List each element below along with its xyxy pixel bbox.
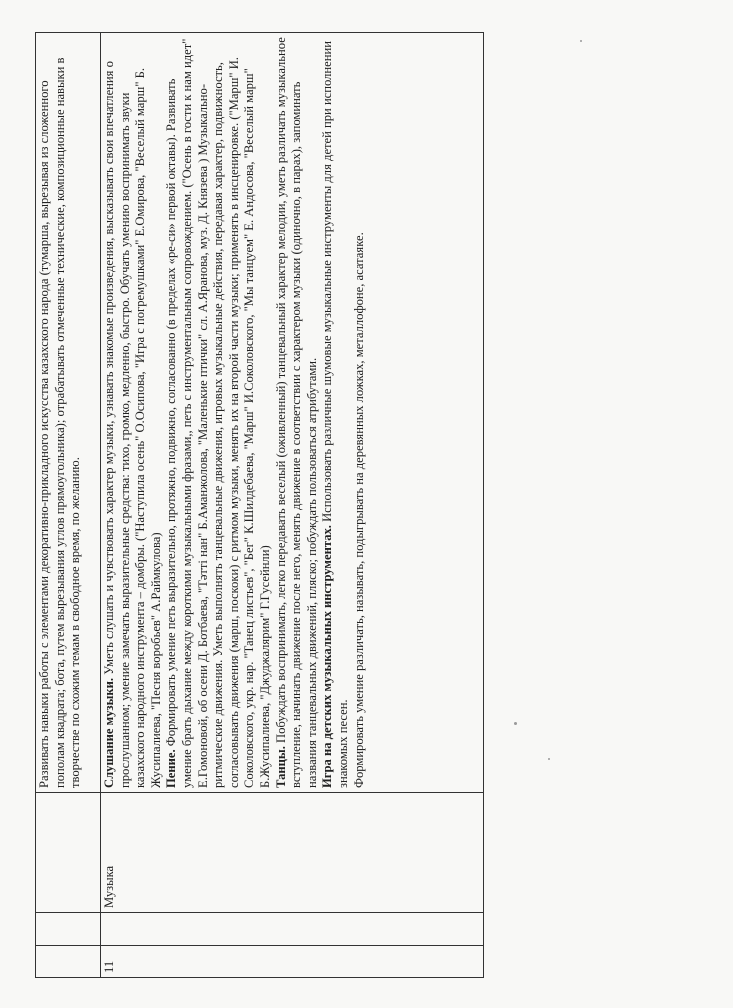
instruments-text: Использовать различные шумовые музыкальные инструменты для детей при исполнении знакомых песен.: [320, 41, 350, 788]
row-number-cell: 11: [101, 946, 484, 978]
scan-speck: [580, 40, 582, 42]
content-cell: [101, 33, 484, 793]
listening-heading: Слушание музыки.: [102, 677, 116, 788]
curriculum-table: [35, 32, 484, 978]
listening-text: Уметь слушать и чувствовать характер музыки, узнавать знакомые произведения, высказывать свои впечатления о прослушанном; умение замечать выразительные средства: тихо, громко, медленно, быстро. Обучать умению воспринимать звуки казахского народного инструмента – домбры. ("Наступила осень" О.Осипова, "Игра с погремушками" Е.Омирова, "Веселый марш" Б. Жусипалиева, "Песня воробьев" А.Раймкулова): [102, 61, 163, 788]
instruments-heading: Игра на детских музыкальных инструментах.: [320, 525, 335, 788]
table-row: [36, 33, 101, 978]
content-cell: [36, 33, 101, 793]
table-row: [101, 33, 484, 978]
row-number-cell: [36, 946, 101, 978]
empty-cell: [101, 913, 484, 946]
area-cell: [36, 793, 101, 913]
rotated-table-wrapper: [35, 33, 490, 978]
singing-text: Формировать умение петь выразительно, протяжно, подвижно, согласованно (в пределах «ре-си» первой октавы). Развивать умение брать дыхание между короткими музыкальными фразами,, петь с инструментальным сопровождением. ("Осень в гости к нам идет" Е.Гомоновой, об осени Д. Ботбаева, "Тәтті нан" Б.Аманжолова, "Маленькие птички" сл. А.Яранова, муз. Д. Князева ) Музыкально-ритмические движения. Уметь выполнять танцевальные движения, игровых музыкальные действия, передавая характер, подвижность, согласовывать движения (марш, поскоки) с ритмом музыки, менять их на второй части музыки; применять в инсценировке. ("Марш" И. Соколовского, укр. нар. "Танец листьев", "Бег" К.Шилдебаева, "Марш" И.Соколовского, "Мы танцуем" Е. Андосова, "Веселый марш" Б.Жусипалиева, "Джуджалярим" Г.Гусейнли): [164, 38, 272, 788]
scan-speck: [548, 758, 550, 760]
singing-heading: Пение.: [164, 749, 179, 788]
area-cell: Музыка: [101, 793, 484, 913]
instruments-text-2: Формировать умение различать, называть, подыгрывать на деревянных ложках, металлофоне, асатаяке.: [351, 232, 366, 788]
dance-text: Побуждать воспринимать, легко передавать веселый (оживленный) танцевальный характер мелодии, уметь различать музыкальное вступление, начинать движение после него, менять движение в соответствии с характером музыки (одиночно, в парах), запоминать названия танцевальных движений, пляско; побуждать пользоваться атрибутами.: [273, 37, 319, 788]
prev-row-text: Развивать навыки работы с элементами декоративно-прикладного искусства казахского народа (тумарша, вырезывая из сложенного пополам квадрата; бота, путем вырезывания углов прямоугольника); отрабатывать отмеченные технические, композиционные навыки в творчестве по схожим темам в свободное время, по желанию.: [37, 57, 83, 788]
scan-speck: [514, 722, 517, 725]
empty-cell: [36, 913, 101, 946]
dance-heading: Танцы.: [273, 746, 288, 788]
